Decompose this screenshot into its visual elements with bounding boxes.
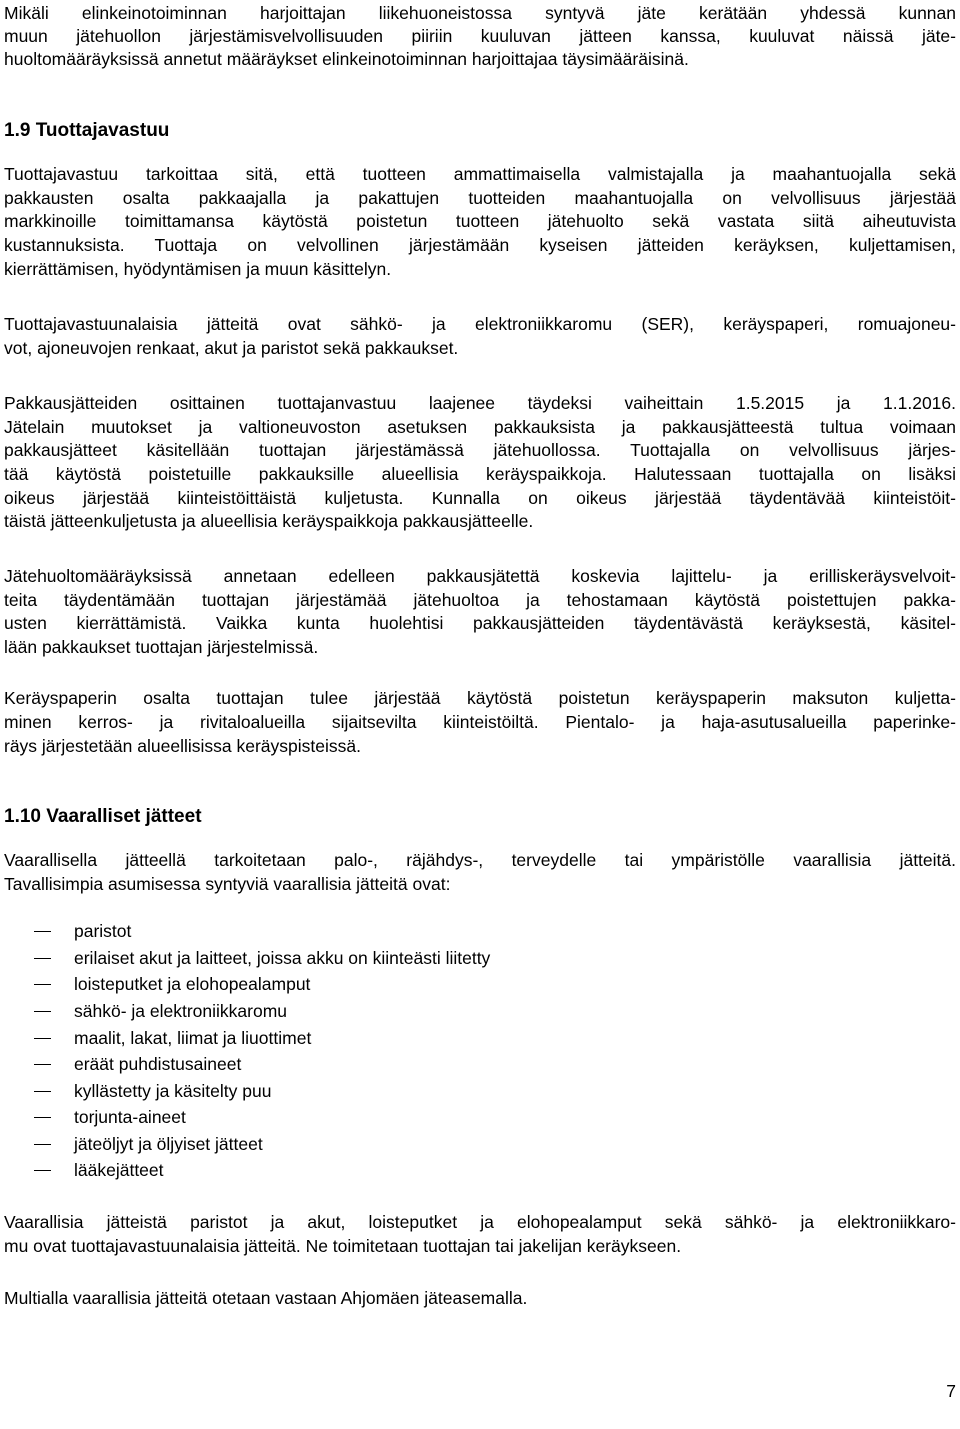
- paragraph-line: vot, ajoneuvojen renkaat, akut ja paristot sekä pakkaukset.: [4, 338, 459, 358]
- paragraph-line: tää käytöstä poistetuille pakkauksille alueellisia keräyspaikkoja. Halutessaan tuottajalla on lisäksi: [4, 464, 956, 484]
- section-heading-1-10: 1.10 Vaaralliset jätteet: [4, 806, 202, 827]
- paragraph-line: oikeus järjestää kiinteistöittäistä kuljetusta. Kunnalla on oikeus järjestää täydentävää kiinteistöit-: [4, 488, 956, 508]
- document-page: Mikäli elinkeinotoiminnan harjoittajan liikehuoneistossa syntyvä jäte kerätään yhdessä kunnan muun jätehuollon järjestämisvelvollisuuden piiriin kuuluvan jätteen kanssa, kuuluvat näissä jäte- huoltomääräyksissä annetut määräykset elinkeinotoiminnan harjoittajaa täysimääräisinä. 1.9 Tuottajavastuu Tuottajavastuu tarkoittaa sitä, että tuotteen ammattimaisella valmistajalla ja maahantuojalla sekä pakkausten osalta pakkaajalla ja pakattujen tuotteiden maahantuojalla on velvollisuus järjestää markkinoille toimittamansa käytöstä poistetun tuotteen jätehuolto sekä vastata siitä aiheutuvista kustannuksista. Tuottaja on velvollinen järjestämään kyseisen jätteiden keräyksen, kuljettamisen, kierrättämisen, hyödyntämisen ja muun käsittelyn. Tuottajavastuunalaisia jätteitä ovat sähkö- ja elektroniikkaromu (SER), keräyspaperi, romuajoneu- vot, ajoneuvojen renkaat, akut ja paristot sekä pakkaukset. Pakkausjätteiden osittainen tuottajanvastuu laajenee täydeksi vaiheittain 1.5.2015 ja 1.1.2016. Jätelain muutokset ja valtioneuvoston asetuksen pakkauksista ja pakkausjätteestä tultua voimaan pakkausjätteet käsitellään tuottajan järjestämässä jätehuollossa. Tuottajalla on velvollisuus järjes- tää käytöstä poistetuille pakkauksille alueellisia keräyspaikkoja. Halutessaan tuottajalla on lisäksi oikeus järjestää kiinteistöittäistä kuljetusta. Kunnalla on oikeus järjestää täydentävää kiinteistöit- täistä jätteenkuljetusta ja alueellisia keräyspaikkoja pakkausjätteelle. Jätehuoltomääräyksissä annetaan edelleen pakkausjätettä koskevia lajittelu- ja erilliskeräysvelvoit- teita täydentämään tuottajan järjestämää jätehuoltoa ja tehostamaan käytöstä poistettujen pakka- usten kierrättämistä. Vaikka kunta huolehtisi pakkausjätteiden täydentävästä keräyksestä, käsitel- lään pakkaukset tuottajan järjestelmissä. Keräyspaperin osalta tuottajan tulee järjestää käytöstä poistetun keräyspaperin maksuton kuljetta- minen kerros- ja rivitaloalueilla sijaitsevilta kiinteistöiltä. Pientalo- ja haja-asutusalueilla paperinke- räys järjestetään alueellisissa keräyspisteissä. 1.10 Vaaralliset jätteet Vaarallisella jätteellä tarkoitetaan palo-, räjähdys-, terveydelle tai ympäristölle vaarallisia jätteitä. Tavallisimpia asumisessa syntyviä vaarallisia jätteitä ovat: paristot erilaiset akut ja laitteet, joissa akku on kiinteästi liitetty loisteputket ja elohopealamput sähkö- ja elektroniikkaromu maalit, lakat, liimat ja liuottimet eräät puhdistusaineet kyllästetty ja käsitelty puu torjunta-aineet jäteöljyt ja öljyiset jätteet lääkejätteet Vaarallisia jätteistä paristot ja akut, loisteputket ja elohopealamput sekä sähkö- ja elektroniikkaro- mu ovat tuottajavastuunalaisia jätteitä. Ne toimitetaan tuottajan tai jakelijan keräykseen. Multialla vaarallisia jätteitä otetaan vastaan Ahjomäen jäteasemalla. 7: [0, 0, 960, 1429]
- paragraph-line: teita täydentämään tuottajan järjestämää jätehuoltoa ja tehostamaan käytöstä poistettujen pakka-: [4, 590, 956, 610]
- paragraph-line: Multialla vaarallisia jätteitä otetaan vastaan Ahjomäen jäteasemalla.: [4, 1288, 528, 1308]
- paragraph-line: kustannuksista. Tuottaja on velvollinen järjestämään kyseisen jätteiden keräyksen, kuljettamisen,: [4, 235, 956, 255]
- paragraph-line: kierrättämisen, hyödyntämisen ja muun käsittelyn.: [4, 259, 392, 279]
- paragraph-line: räys järjestetään alueellisissa keräyspisteissä.: [4, 736, 361, 756]
- dash-bullet-icon: [34, 958, 51, 959]
- paragraph-line: mu ovat tuottajavastuunalaisia jätteitä. Ne toimitetaan tuottajan tai jakelijan keräykseen.: [4, 1236, 682, 1256]
- paragraph-line: Pakkausjätteiden osittainen tuottajanvastuu laajenee täydeksi vaiheittain 1.5.2015 ja 1.1.2016.: [4, 393, 956, 413]
- intro-line: huoltomääräyksissä annetut määräykset elinkeinotoiminnan harjoittajaa täysimääräisinä.: [4, 49, 689, 69]
- dash-bullet-icon: [34, 1011, 51, 1012]
- paragraph-line: Tavallisimpia asumisessa syntyviä vaarallisia jätteitä ovat:: [4, 874, 451, 894]
- dash-bullet-icon: [34, 1064, 51, 1065]
- intro-line: Mikäli elinkeinotoiminnan harjoittajan liikehuoneistossa syntyvä jäte kerätään yhdessä kunnan: [4, 3, 956, 23]
- paragraph-line: pakkausjätteet käsitellään tuottajan järjestämässä jätehuollossa. Tuottajalla on velvollisuus järjes-: [4, 440, 956, 460]
- dash-bullet-icon: [34, 1117, 51, 1118]
- paragraph-line: pakkausten osalta pakkaajalla ja pakattujen tuotteiden maahantuojalla on velvollisuus järjestää: [4, 188, 956, 208]
- dash-bullet-icon: [34, 931, 51, 932]
- paragraph-line: Vaarallisia jätteistä paristot ja akut, loisteputket ja elohopealamput sekä sähkö- ja elektroniikkaro-: [4, 1212, 956, 1232]
- intro-line: muun jätehuollon järjestämisvelvollisuuden piiriin kuuluvan jätteen kanssa, kuuluvat näissä jäte-: [4, 26, 956, 46]
- dash-bullet-icon: [34, 1091, 51, 1092]
- paragraph-line: Tuottajavastuu tarkoittaa sitä, että tuotteen ammattimaisella valmistajalla ja maahantuojalla sekä: [4, 164, 956, 184]
- paragraph-line: Keräyspaperin osalta tuottajan tulee järjestää käytöstä poistetun keräyspaperin maksuton kuljetta-: [4, 688, 956, 708]
- paragraph-line: Vaarallisella jätteellä tarkoitetaan palo-, räjähdys-, terveydelle tai ympäristölle vaarallisia jätteitä.: [4, 850, 956, 870]
- section-heading-1-9: 1.9 Tuottajavastuu: [4, 120, 170, 141]
- dash-bullet-icon: [34, 1144, 51, 1145]
- paragraph-line: lään pakkaukset tuottajan järjestelmissä.: [4, 637, 319, 657]
- paragraph-line: Tuottajavastuunalaisia jätteitä ovat sähkö- ja elektroniikkaromu (SER), keräyspaperi, romuajoneu-: [4, 314, 956, 334]
- dash-bullet-icon: [34, 984, 51, 985]
- paragraph-line: Jätelain muutokset ja valtioneuvoston asetuksen pakkauksista ja pakkausjätteestä tultua voimaan: [4, 417, 956, 437]
- paragraph-line: usten kierrättämistä. Vaikka kunta huolehtisi pakkausjätteiden täydentävästä keräyksestä, käsitel-: [4, 613, 956, 633]
- dash-bullet-icon: [34, 1170, 51, 1171]
- page-number: 7: [946, 1381, 956, 1401]
- paragraph-line: minen kerros- ja rivitaloalueilla sijaitsevilta kiinteistöiltä. Pientalo- ja haja-asutusalueilla paperinke-: [4, 712, 956, 732]
- paragraph-line: täistä jätteenkuljetusta ja alueellisia keräyspaikkoja pakkausjätteelle.: [4, 511, 534, 531]
- dash-bullet-icon: [34, 1038, 51, 1039]
- paragraph-line: Jätehuoltomääräyksissä annetaan edelleen pakkausjätettä koskevia lajittelu- ja erilliskeräysvelvoit-: [4, 566, 956, 586]
- paragraph-line: markkinoille toimittamansa käytöstä poistetun tuotteen jätehuolto sekä vastata siitä aiheutuvista: [4, 211, 956, 231]
